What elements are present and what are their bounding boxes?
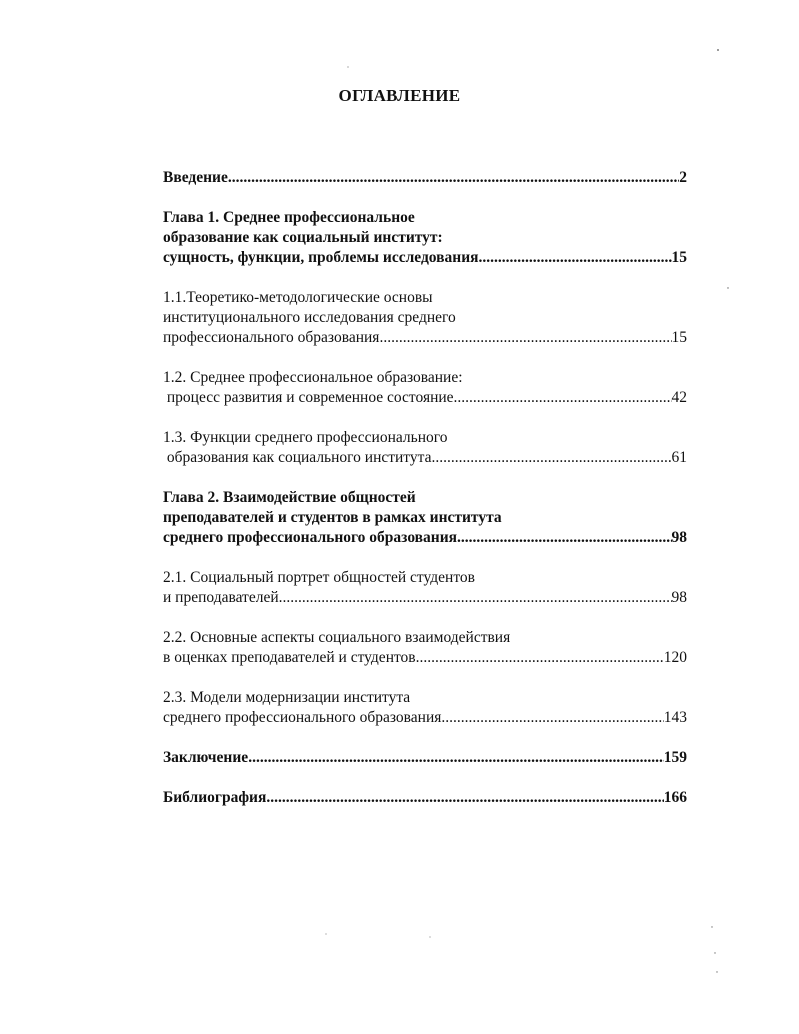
scan-speck bbox=[727, 287, 728, 288]
dot-leader bbox=[228, 168, 679, 188]
toc-entry-section-1-3[interactable] bbox=[163, 428, 687, 468]
toc-page-number: 98 bbox=[671, 529, 687, 546]
toc-entry-line: 2.3. Модели модернизации института bbox=[163, 689, 411, 706]
toc-entry-line: 2.1. Социальный портрет общностей студентов bbox=[163, 569, 475, 586]
toc-entry-title: Введение bbox=[163, 169, 228, 186]
toc-page-number: 42 bbox=[671, 389, 687, 406]
table-of-contents bbox=[163, 164, 687, 808]
toc-page-number: 166 bbox=[663, 789, 687, 806]
scan-speck bbox=[429, 936, 430, 937]
scan-speck bbox=[325, 933, 326, 934]
toc-page-number: 61 bbox=[671, 449, 687, 466]
toc-entry-leader bbox=[163, 708, 687, 728]
scan-speck bbox=[717, 49, 719, 51]
toc-page-number: 143 bbox=[663, 709, 687, 726]
toc-entry-title: процесс развития и современное состояние bbox=[163, 389, 454, 406]
toc-entry-chapter-1[interactable] bbox=[163, 208, 687, 268]
toc-entry-leader bbox=[163, 168, 687, 188]
toc-page-number: 15 bbox=[671, 249, 687, 266]
toc-entry-conclusion[interactable] bbox=[163, 748, 687, 768]
toc-entry-line: 1.2. Среднее профессиональное образование: bbox=[163, 369, 463, 386]
dot-leader bbox=[266, 788, 663, 808]
toc-entry-line: образование как социальный институт: bbox=[163, 229, 443, 246]
toc-entry-section-2-3[interactable] bbox=[163, 688, 687, 728]
dot-leader bbox=[441, 708, 663, 728]
toc-entry-leader bbox=[163, 448, 687, 468]
toc-entry-line: Глава 2. Взаимодействие общностей bbox=[163, 489, 416, 506]
toc-entry-leader bbox=[163, 528, 687, 548]
scan-speck bbox=[711, 926, 712, 927]
toc-entry-bibliography[interactable] bbox=[163, 788, 687, 808]
page-title: ОГЛАВЛЕНИЕ bbox=[338, 86, 461, 105]
dot-leader bbox=[279, 588, 672, 608]
dot-leader bbox=[431, 448, 671, 468]
toc-entry-title: сущность, функции, проблемы исследования bbox=[163, 249, 479, 266]
toc-entry-title: Заключение bbox=[163, 749, 249, 766]
toc-entry-line: преподавателей и студентов в рамках института bbox=[163, 509, 502, 526]
toc-entry-line: Глава 1. Среднее профессиональное bbox=[163, 209, 415, 226]
dot-leader bbox=[457, 528, 671, 548]
toc-entry-section-1-2[interactable] bbox=[163, 368, 687, 408]
scan-speck bbox=[716, 971, 717, 972]
dot-leader bbox=[454, 388, 672, 408]
toc-entry-line: институционального исследования среднего bbox=[163, 309, 456, 326]
dot-leader bbox=[379, 328, 671, 348]
scan-speck bbox=[714, 952, 715, 953]
toc-entry-section-1-1[interactable] bbox=[163, 288, 687, 348]
toc-entry-leader bbox=[163, 788, 687, 808]
toc-entry-section-2-2[interactable] bbox=[163, 628, 687, 668]
toc-entry-leader bbox=[163, 248, 687, 268]
toc-entry-title: образования как социального института bbox=[163, 449, 432, 466]
toc-page-number: 2 bbox=[679, 169, 687, 186]
toc-entry-leader bbox=[163, 328, 687, 348]
toc-entry-leader bbox=[163, 648, 687, 668]
toc-page-number: 98 bbox=[671, 589, 687, 606]
toc-entry-section-2-1[interactable] bbox=[163, 568, 687, 608]
toc-entry-line: 2.2. Основные аспекты социального взаимодействия bbox=[163, 629, 511, 646]
toc-entry-title: Библиография bbox=[163, 789, 267, 806]
toc-entry-line: 1.3. Функции среднего профессионального bbox=[163, 429, 448, 446]
toc-entry-title: среднего профессионального образования bbox=[163, 709, 442, 726]
dot-leader bbox=[479, 248, 672, 268]
dot-leader bbox=[248, 748, 664, 768]
toc-entry-title: и преподавателей bbox=[163, 589, 279, 606]
toc-page-number: 15 bbox=[671, 329, 687, 346]
toc-entry-leader bbox=[163, 388, 687, 408]
toc-entry-introduction[interactable] bbox=[163, 168, 687, 188]
toc-page-number: 120 bbox=[663, 649, 687, 666]
toc-entry-title: профессионального образования bbox=[163, 329, 380, 346]
toc-entry-leader bbox=[163, 748, 687, 768]
toc-entry-title: в оценках преподавателей и студентов bbox=[163, 649, 416, 666]
toc-entry-line: 1.1.Теоретико-методологические основы bbox=[163, 289, 433, 306]
dot-leader bbox=[416, 648, 664, 668]
toc-page-number: 159 bbox=[663, 749, 687, 766]
scan-speck bbox=[347, 66, 348, 67]
toc-entry-title: среднего профессионального образования bbox=[163, 529, 458, 546]
toc-entry-chapter-2[interactable] bbox=[163, 488, 687, 548]
toc-entry-leader bbox=[163, 588, 687, 608]
